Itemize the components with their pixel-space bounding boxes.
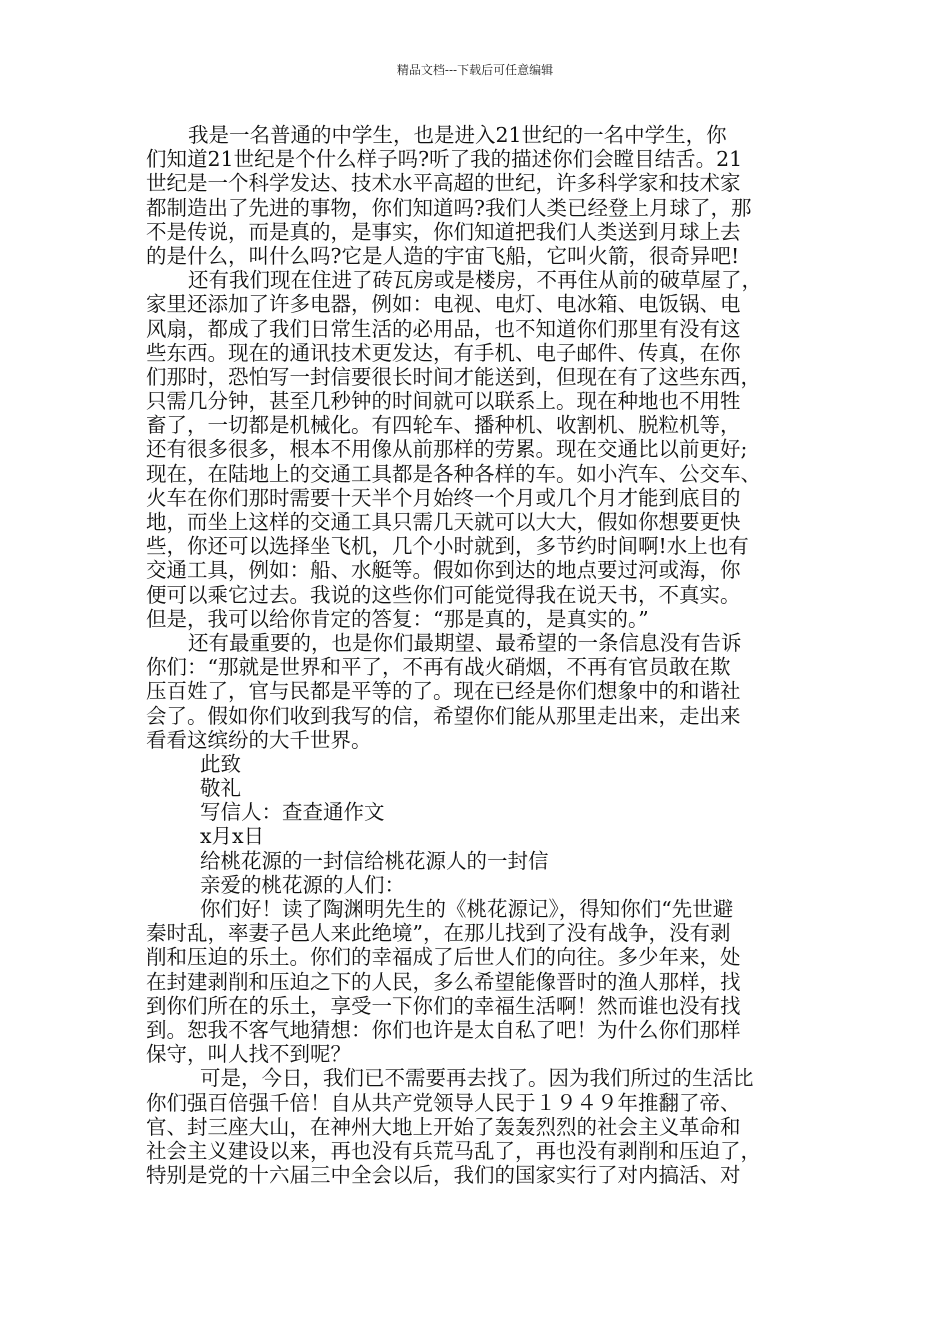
paragraph-line: 只需几分钟，甚至几秒钟的时间就可以联系上。现在种地也不用牲	[146, 389, 741, 414]
paragraph-line: 社会主义建设以来，再也没有兵荒马乱了，再也没有剥削和压迫了，	[146, 1138, 761, 1163]
signature-line: 写信人：查查通作文	[200, 800, 385, 825]
paragraph-line: 家里还添加了许多电器，例如：电视、电灯、电冰箱、电饭锅、电	[146, 292, 741, 317]
paragraph-line: 你们强百倍强千倍！自从共产党领导人民于１９４９年推翻了帝、	[146, 1090, 741, 1115]
paragraph-line: 世纪是一个科学发达、技术水平高超的世纪，许多科学家和技术家	[146, 171, 741, 196]
paragraph-line: 便可以乘它过去。我说的这些你们可能觉得我在说天书，不真实。	[146, 582, 741, 607]
paragraph-line: 地，而坐上这样的交通工具只需几天就可以大大，假如你想要更快	[146, 510, 741, 534]
paragraph-line: 官、封三座大山，在神州大地上开始了轰轰烈烈的社会主义革命和	[146, 1114, 741, 1139]
paragraph-line: 你们好！读了陶渊明先生的《桃花源记》，得知你们“先世避	[200, 897, 734, 921]
paragraph-line: 特别是党的十六届三中全会以后，我们的国家实行了对内搞活、对	[146, 1163, 741, 1188]
paragraph-line: 会了。假如你们收到我写的信，希望你们能从那里走出来，走出来	[146, 703, 741, 728]
paragraph-line: 还有很多很多，根本不用像从前那样的劳累。现在交通比以前更好;	[146, 437, 748, 462]
paragraph-line: 们知道21世纪是个什么样子吗?听了我的描述你们会瞠目结舌。21	[146, 147, 743, 172]
paragraph-line: 还有最重要的，也是你们最期望、最希望的一条信息没有告诉	[188, 630, 742, 655]
salutation-line: 亲爱的桃花源的人们：	[200, 872, 405, 897]
paragraph-line: 到你们所在的乐土，享受一下你们的幸福生活啊！然而谁也没有找	[146, 993, 741, 1018]
paragraph-line: 些，你还可以选择坐飞机，几个小时就到，多节约时间啊!水上也有	[146, 534, 749, 559]
paragraph-line: 保守，叫人找不到呢？	[146, 1042, 351, 1067]
paragraph-line: 看看这缤纷的大千世界。	[146, 727, 372, 752]
page-header: 精品文档---下载后可任意编辑	[396, 63, 554, 77]
letter-title: 给桃花源的一封信给桃花源人的一封信	[200, 848, 549, 873]
paragraph-line: 到。恕我不客气地猜想：你们也许是太自私了吧！为什么你们那样	[146, 1017, 741, 1042]
paragraph-line: 但是，我可以给你肯定的答复：“那是真的，是真实的。”	[146, 606, 649, 631]
paragraph-line: 火车在你们那时需要十天半个月始终一个月或几个月才能到底目的	[146, 485, 741, 510]
paragraph-line: 的是什么，叫什么吗?它是人造的宇宙飞船，它叫火箭，很奇异吧!	[146, 243, 740, 268]
paragraph-line: 交通工具，例如：船、水艇等。假如你到达的地点要过河或海，你	[146, 558, 741, 583]
paragraph-line: 现在，在陆地上的交通工具都是各种各样的车。如小汽车、公交车、	[146, 461, 761, 486]
paragraph-line: 你们：“那就是世界和平了，不再有战火硝烟，不再有官员敢在欺	[146, 655, 731, 680]
paragraph-line: 在封建剥削和压迫之下的人民，多么希望能像晋时的渔人那样，找	[146, 969, 741, 994]
closing-line: 敬礼	[200, 776, 241, 801]
paragraph-line: 压百姓了，官与民都是平等的了。现在已经是你们想象中的和谐社	[146, 679, 741, 704]
paragraph-line: 还有我们现在住进了砖瓦房或是楼房，不再住从前的破草屋了，	[188, 268, 762, 293]
paragraph-line: 风扇，都成了我们日常生活的必用品，也不知道你们那里有没有这	[146, 316, 741, 341]
paragraph-line: 些东西。现在的通讯技术更发达，有手机、电子邮件、传真，在你	[146, 340, 741, 365]
paragraph-line: 可是，今日，我们已不需要再去找了。因为我们所过的生活比	[200, 1066, 754, 1091]
paragraph-line: 都制造出了先进的事物，你们知道吗?我们人类已经登上月球了，那	[146, 195, 752, 220]
paragraph-line: 我是一名普通的中学生，也是进入21世纪的一名中学生，你	[188, 123, 727, 147]
closing-line: 此致	[200, 751, 241, 776]
paragraph-line: 削和压迫的乐土。你们的幸福成了后世人们的向往。多少年来，处	[146, 945, 741, 970]
date-line: x月x日	[200, 824, 265, 849]
paragraph-line: 秦时乱，率妻子邑人来此绝境”，在那儿找到了没有战争，没有剥	[146, 921, 731, 946]
paragraph-line: 不是传说，而是真的，是事实，你们知道把我们人类送到月球上去	[146, 219, 741, 244]
paragraph-line: 们那时，恐怕写一封信要很长时间才能送到，但现在有了这些东西，	[146, 364, 761, 389]
paragraph-line: 畜了，一切都是机械化。有四轮车、播种机、收割机、脱粒机等，	[146, 413, 741, 438]
document-body	[146, 123, 820, 1187]
